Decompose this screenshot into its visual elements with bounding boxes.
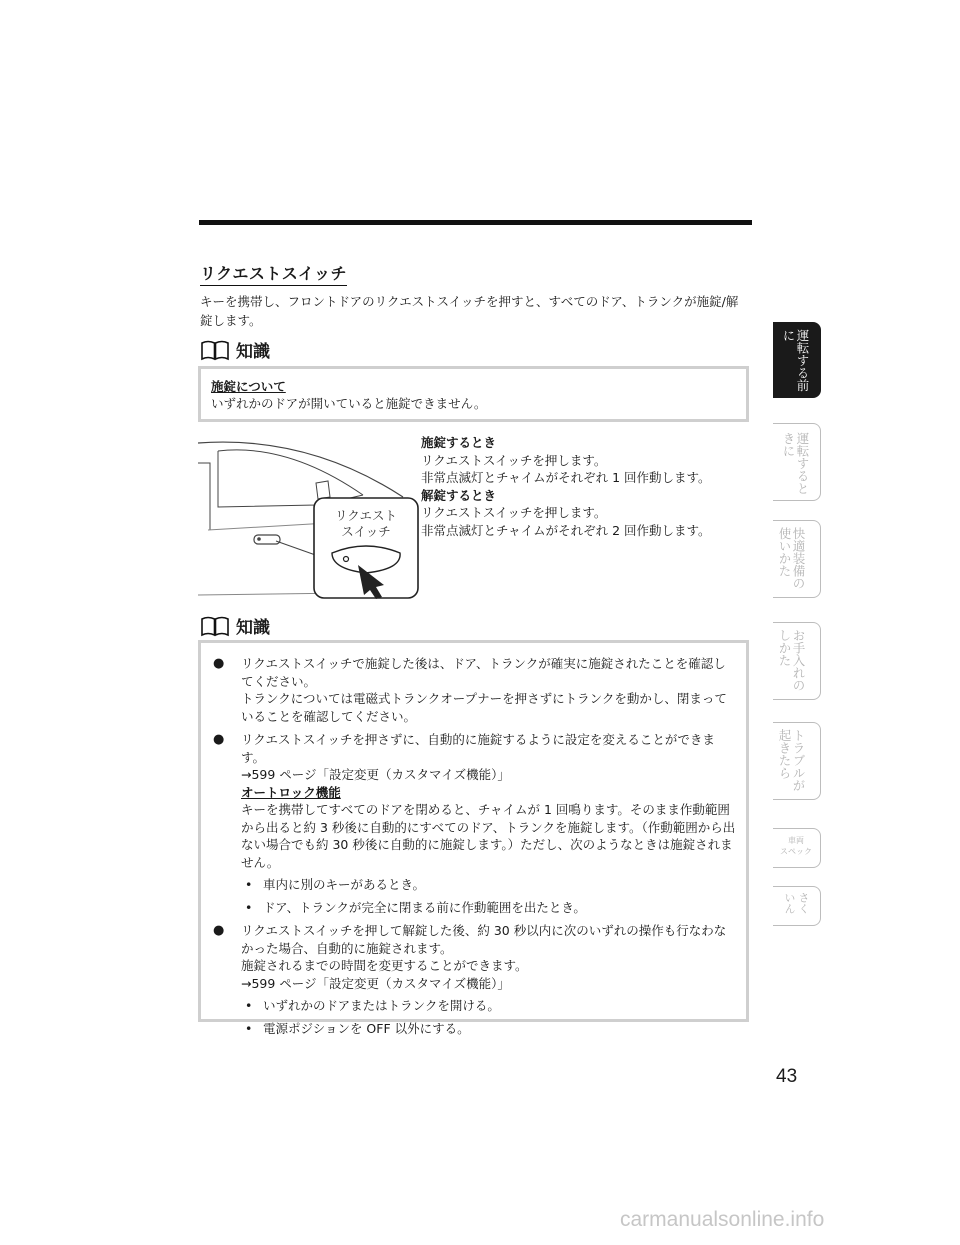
bullet-text: リクエストスイッチを押さずに、自動的に施錠するように設定を変えることができます。 bbox=[241, 732, 715, 765]
sub-bullet-dot: • bbox=[245, 877, 253, 892]
sub-bullet bbox=[241, 876, 736, 894]
bullet-text: トランクについては電磁式トランクオープナーを押さずにトランクを動かし、閉まっていることを確認してください。 bbox=[241, 691, 727, 724]
switch-label-line2: スイッチ bbox=[341, 524, 391, 539]
tab-comfort-equipment[interactable] bbox=[773, 520, 821, 598]
unlock-heading: 解錠するとき bbox=[421, 487, 497, 503]
tab-label: さくいん bbox=[783, 892, 810, 914]
section-title: リクエストスイッチ bbox=[200, 261, 347, 286]
tip-heading-label: 知識 bbox=[236, 342, 270, 362]
tab-label: スペック bbox=[780, 847, 812, 856]
bullet-item bbox=[211, 731, 736, 916]
sub-bullet-dot: • bbox=[245, 899, 253, 915]
switch-label-line1: リクエスト bbox=[334, 508, 398, 523]
sub-bullet-text: 車内に別のキーがあるとき。 bbox=[263, 877, 426, 892]
lock-instructions bbox=[421, 434, 751, 539]
tip-subheading: 施錠について bbox=[211, 379, 286, 394]
book-icon bbox=[200, 615, 230, 637]
bullet-dot: ● bbox=[213, 923, 225, 938]
tab-vehicle-specs[interactable] bbox=[773, 828, 821, 868]
door-handle-illustration bbox=[198, 435, 420, 600]
lock-line: 非常点滅灯とチャイムがそれぞれ 1 回作動します。 bbox=[421, 470, 711, 485]
tab-label: お手入れのしかた bbox=[777, 629, 806, 692]
tab-label: トラブルが起きたら bbox=[777, 729, 806, 792]
tab-index[interactable] bbox=[773, 886, 821, 926]
tip-heading-label: 知識 bbox=[236, 618, 270, 638]
sub-bullet-dot: • bbox=[245, 998, 253, 1013]
tip-heading-1 bbox=[200, 337, 270, 362]
bullet-item bbox=[211, 655, 736, 725]
sub-bullet-text: いずれかのドアまたはトランクを開ける。 bbox=[263, 998, 500, 1013]
sub-bullet bbox=[241, 1020, 736, 1038]
tab-label: 快適装備の使いかた bbox=[777, 527, 806, 590]
tip-heading-2 bbox=[200, 613, 270, 638]
lock-line: リクエストスイッチを押します。 bbox=[421, 452, 607, 468]
tab-label: 車両 bbox=[788, 836, 804, 845]
bullet-text: リクエストスイッチを押して解錠した後、約 30 秒以内に次のいずれの操作も行なわなかった場合、自動的に施錠されます。 bbox=[241, 923, 727, 956]
page-reference: →599 ページ「設定変更（カスタマイズ機能）」 bbox=[241, 767, 510, 782]
bullet-text: 施錠されるまでの時間を変更することができます。 bbox=[241, 958, 528, 973]
page-number: 43 bbox=[776, 1066, 798, 1087]
tip-box-2 bbox=[198, 640, 749, 1036]
sub-bullet-dot: • bbox=[245, 1020, 253, 1036]
bullet-dot: ● bbox=[213, 732, 225, 747]
unlock-line: 非常点滅灯とチャイムがそれぞれ 2 回作動します。 bbox=[421, 522, 711, 538]
bullet-text: キーを携帯してすべてのドアを閉めると、チャイムが 1 回鳴ります。そのまま作動範囲から出ると約 3 秒後に自動的にすべてのドア、トランクを施錠します。（作動範囲から出ない場合でも約 30 秒後に自動的に施錠します。）ただし、次のようなときは施錠されません。 bbox=[241, 802, 736, 870]
tip-box-1 bbox=[198, 366, 749, 422]
tab-label: 運転するときに bbox=[781, 432, 810, 495]
lock-heading: 施錠するとき bbox=[421, 435, 497, 450]
unlock-line: リクエストスイッチを押します。 bbox=[421, 505, 607, 520]
subsection-heading: オートロック機能 bbox=[241, 784, 341, 800]
book-icon bbox=[200, 339, 230, 361]
top-rule bbox=[199, 220, 752, 225]
watermark: carmanualsonline.info bbox=[620, 1208, 825, 1231]
intro-text: キーを携帯し、フロントドアのリクエストスイッチを押すと、すべてのドア、トランクが施錠/解錠します。 bbox=[200, 294, 739, 328]
sub-bullet-text: 電源ポジションを OFF 以外にする。 bbox=[263, 1020, 470, 1036]
tab-before-driving[interactable] bbox=[773, 322, 821, 398]
tip-text: いずれかのドアが開いていると施錠できません。 bbox=[211, 396, 487, 411]
bullet-text: リクエストスイッチで施錠した後は、ドア、トランクが確実に施錠されたことを確認してください。 bbox=[241, 656, 726, 689]
bullet-dot: ● bbox=[213, 656, 225, 671]
sub-bullet-text: ドア、トランクが完全に閉まる前に作動範囲を出たとき。 bbox=[263, 899, 586, 915]
sub-bullet bbox=[241, 899, 736, 917]
tab-troubleshooting[interactable] bbox=[773, 722, 821, 800]
tab-label: 運転する前に bbox=[781, 329, 810, 392]
tab-when-driving[interactable] bbox=[773, 423, 821, 501]
tab-maintenance[interactable] bbox=[773, 622, 821, 700]
sub-bullet bbox=[241, 997, 736, 1015]
page-reference: →599 ページ「設定変更（カスタマイズ機能）」 bbox=[241, 975, 510, 991]
bullet-item bbox=[211, 922, 736, 1037]
